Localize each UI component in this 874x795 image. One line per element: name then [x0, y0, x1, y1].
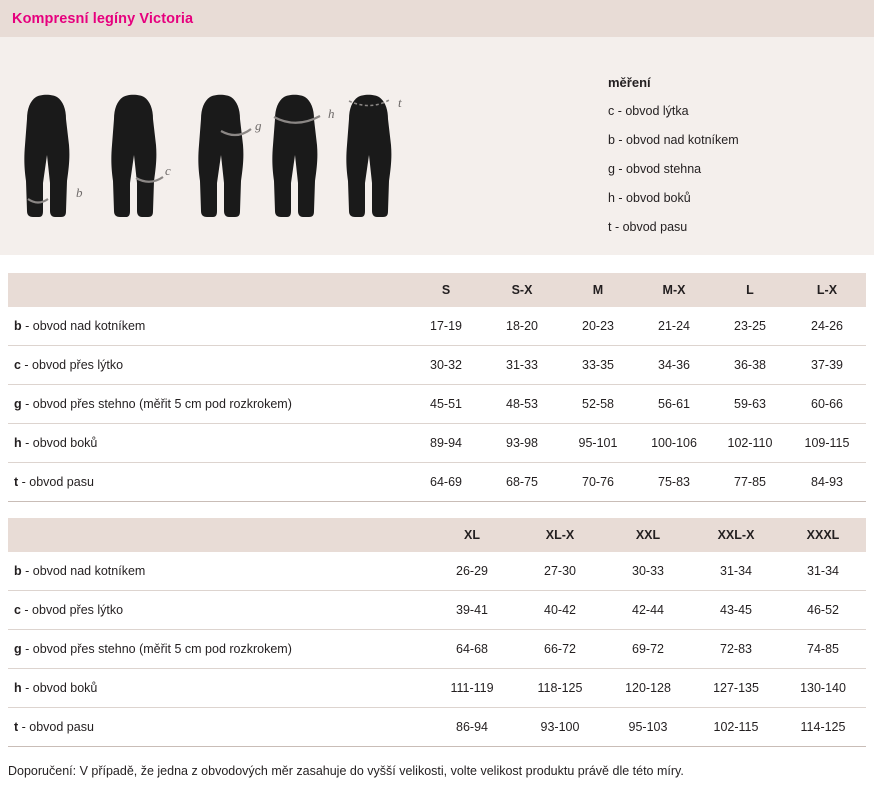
- row-text: - obvod boků: [21, 681, 98, 695]
- size-table-1: [8, 273, 866, 502]
- row-text: - obvod nad kotníkem: [21, 319, 146, 333]
- figure-calf: [101, 93, 179, 226]
- cell: 40-42: [516, 591, 604, 630]
- table1-col-sx: S-X: [484, 273, 560, 307]
- figure-thigh: [188, 93, 266, 226]
- row-text: - obvod přes stehno (měřit 5 cm pod rozkrokem): [21, 397, 292, 411]
- size-table-2: [8, 518, 866, 747]
- cell: 95-101: [560, 424, 636, 463]
- cell: 93-98: [484, 424, 560, 463]
- table1-col-mx: M-X: [636, 273, 712, 307]
- figures-group: [0, 37, 600, 255]
- table1-header-label: [8, 273, 408, 307]
- legend-item-t: t - obvod pasu: [608, 220, 688, 234]
- cell: 39-41: [428, 591, 516, 630]
- row-label-c: [8, 591, 428, 630]
- table1-col-l: L: [712, 273, 788, 307]
- figure-label-b: b: [76, 185, 83, 200]
- cell: 74-85: [780, 630, 866, 669]
- row-text: - obvod nad kotníkem: [21, 564, 146, 578]
- row-label-b: [8, 552, 428, 591]
- cell: 21-24: [636, 307, 712, 346]
- cell: 27-30: [516, 552, 604, 591]
- row-label-t: [8, 463, 408, 502]
- silhouette-icon: [14, 93, 92, 223]
- measurement-legend: [600, 37, 874, 255]
- table-row: [8, 708, 866, 747]
- silhouette-icon: [101, 93, 179, 223]
- cell: 75-83: [636, 463, 712, 502]
- cell: 64-69: [408, 463, 484, 502]
- size-table-1-wrap: [0, 273, 874, 502]
- cell: 130-140: [780, 669, 866, 708]
- cell: 120-128: [604, 669, 692, 708]
- row-letter: c: [14, 603, 21, 617]
- cell: 52-58: [560, 385, 636, 424]
- table-row: [8, 669, 866, 708]
- row-letter: b: [14, 564, 22, 578]
- cell: 56-61: [636, 385, 712, 424]
- cell: 93-100: [516, 708, 604, 747]
- row-text: - obvod přes lýtko: [20, 603, 124, 617]
- table2-col-xxlx: XXL-X: [692, 518, 780, 552]
- figure-hips: [262, 93, 340, 226]
- cell: 31-34: [692, 552, 780, 591]
- table1-col-m: M: [560, 273, 636, 307]
- table2-col-xxxl: XXXL: [780, 518, 866, 552]
- cell: 102-110: [712, 424, 788, 463]
- cell: 46-52: [780, 591, 866, 630]
- table-row: [8, 346, 866, 385]
- cell: 95-103: [604, 708, 692, 747]
- cell: 69-72: [604, 630, 692, 669]
- cell: 127-135: [692, 669, 780, 708]
- cell: 23-25: [712, 307, 788, 346]
- legend-item-g: g - obvod stehna: [608, 162, 702, 176]
- legend-item-h: h - obvod boků: [608, 191, 691, 205]
- cell: 31-33: [484, 346, 560, 385]
- row-letter: c: [14, 358, 21, 372]
- row-text: - obvod pasu: [18, 720, 94, 734]
- cell: 48-53: [484, 385, 560, 424]
- cell: 100-106: [636, 424, 712, 463]
- row-letter: h: [14, 436, 22, 450]
- row-label-g: [8, 385, 408, 424]
- legend-item-c: c - obvod lýtka: [608, 104, 689, 118]
- row-label-g: [8, 630, 428, 669]
- table-row: [8, 385, 866, 424]
- table1-col-lx: L-X: [788, 273, 866, 307]
- cell: 84-93: [788, 463, 866, 502]
- figure-label-g: g: [255, 118, 262, 133]
- table2-col-xl: XL: [428, 518, 516, 552]
- row-label-h: [8, 424, 408, 463]
- cell: 60-66: [788, 385, 866, 424]
- cell: 37-39: [788, 346, 866, 385]
- row-label-b: [8, 307, 408, 346]
- table1-col-s: S: [408, 273, 484, 307]
- cell: 36-38: [712, 346, 788, 385]
- row-letter: t: [14, 475, 19, 489]
- cell: 59-63: [712, 385, 788, 424]
- silhouette-icon: [188, 93, 266, 223]
- table-header-row: [8, 518, 866, 552]
- row-text: - obvod přes lýtko: [20, 358, 124, 372]
- row-text: - obvod pasu: [18, 475, 94, 489]
- cell: 18-20: [484, 307, 560, 346]
- table-row: [8, 463, 866, 502]
- row-text: - obvod přes stehno (měřit 5 cm pod rozkrokem): [21, 642, 292, 656]
- cell: 34-36: [636, 346, 712, 385]
- cell: 45-51: [408, 385, 484, 424]
- table-row: [8, 424, 866, 463]
- cell: 64-68: [428, 630, 516, 669]
- table-header-row: [8, 273, 866, 307]
- row-text: - obvod boků: [21, 436, 98, 450]
- figure-waist: [336, 93, 414, 226]
- page-title-bar: [0, 0, 874, 37]
- cell: 26-29: [428, 552, 516, 591]
- row-letter: g: [14, 397, 22, 411]
- legend-item-b: b - obvod nad kotníkem: [608, 133, 739, 147]
- row-label-h: [8, 669, 428, 708]
- cell: 114-125: [780, 708, 866, 747]
- cell: 89-94: [408, 424, 484, 463]
- row-letter: g: [14, 642, 22, 656]
- cell: 109-115: [788, 424, 866, 463]
- table2-col-xxl: XXL: [604, 518, 692, 552]
- cell: 66-72: [516, 630, 604, 669]
- row-label-t: [8, 708, 428, 747]
- cell: 42-44: [604, 591, 692, 630]
- cell: 118-125: [516, 669, 604, 708]
- figure-label-h: h: [328, 106, 335, 121]
- cell: 31-34: [780, 552, 866, 591]
- recommendation-note: Doporučení: V případě, že jedna z obvodových měr zasahuje do vyšší velikosti, volte velikost produktu právě dle této míry.: [8, 764, 684, 778]
- table-row: [8, 307, 866, 346]
- row-letter: b: [14, 319, 22, 333]
- figure-label-t: t: [398, 95, 402, 110]
- table-row: [8, 630, 866, 669]
- row-letter: h: [14, 681, 22, 695]
- cell: 102-115: [692, 708, 780, 747]
- cell: 30-33: [604, 552, 692, 591]
- cell: 30-32: [408, 346, 484, 385]
- table2-header-label: [8, 518, 428, 552]
- row-letter: t: [14, 720, 19, 734]
- figure-ankle: [14, 93, 92, 226]
- cell: 70-76: [560, 463, 636, 502]
- table-row: [8, 591, 866, 630]
- page-title: Kompresní legíny Victoria: [12, 10, 194, 27]
- cell: 20-23: [560, 307, 636, 346]
- cell: 77-85: [712, 463, 788, 502]
- cell: 43-45: [692, 591, 780, 630]
- cell: 33-35: [560, 346, 636, 385]
- legend-heading: měření: [608, 75, 651, 90]
- illustration-band: [0, 37, 874, 255]
- size-table-2-wrap: [0, 518, 874, 747]
- cell: 24-26: [788, 307, 866, 346]
- cell: 17-19: [408, 307, 484, 346]
- table-row: [8, 552, 866, 591]
- figure-label-c: c: [165, 163, 171, 178]
- cell: 111-119: [428, 669, 516, 708]
- cell: 72-83: [692, 630, 780, 669]
- row-label-c: [8, 346, 408, 385]
- silhouette-icon: [336, 93, 414, 223]
- table2-col-xlx: XL-X: [516, 518, 604, 552]
- cell: 86-94: [428, 708, 516, 747]
- cell: 68-75: [484, 463, 560, 502]
